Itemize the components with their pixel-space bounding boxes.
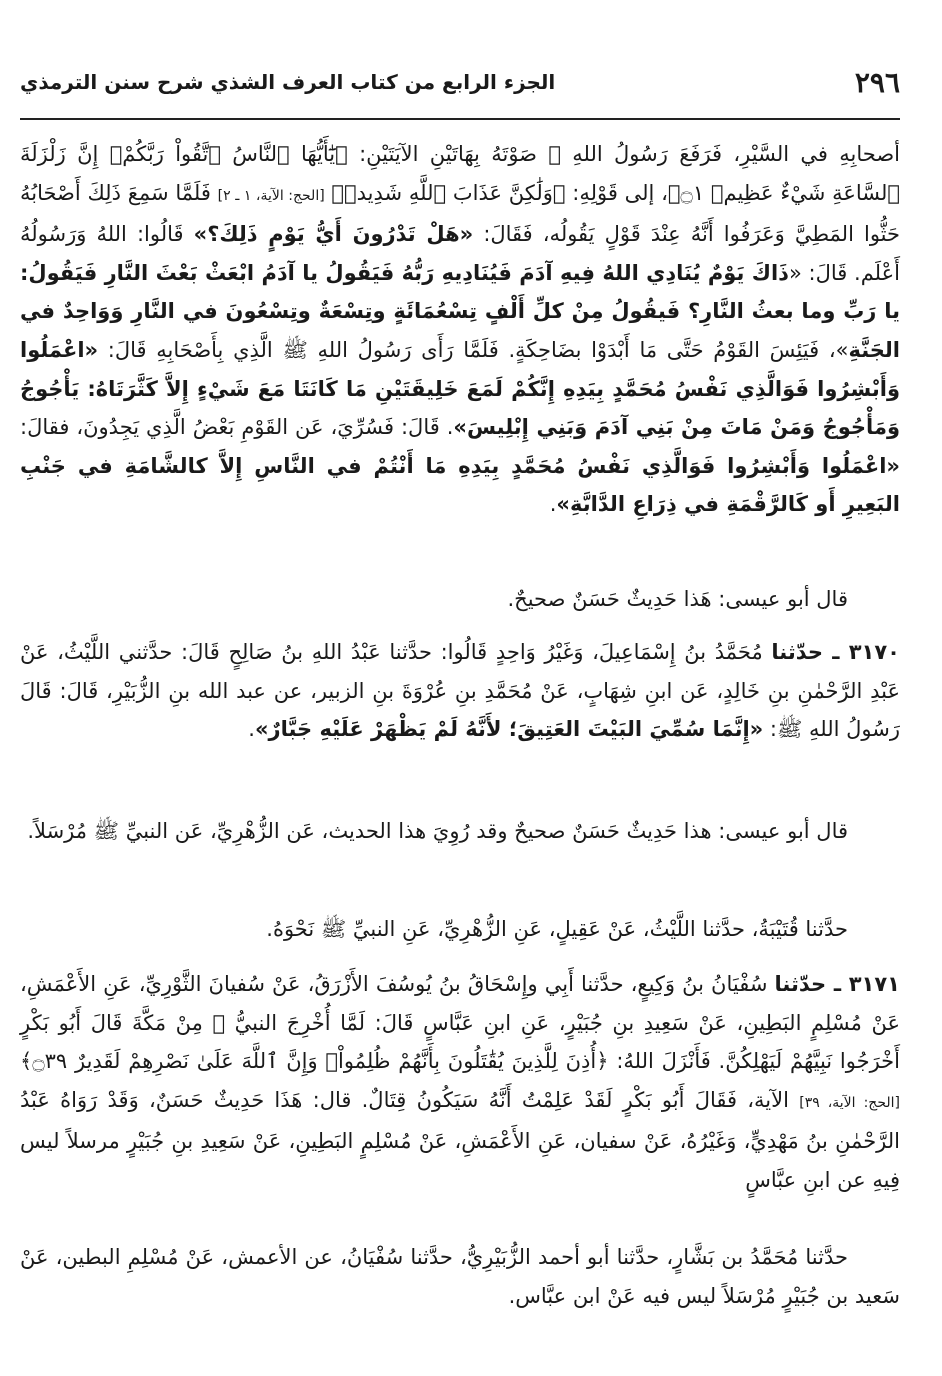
paragraph-7: حدَّثنا مُحَمَّدُ بن بَشَّارٍ، حدَّثنا أبو أحمد الزُّبَيْرِيُّ، حدَّثنا سُفْيَانُ، عن الأعمش، عَنْ مُسْلِمِ البطين، عَنْ سَعيد بن جُبَيْرٍ مُرْسَلاً ليس فيه عَنْ ابن عبَّاس. — [20, 1245, 900, 1308]
text-run: الآية، فَقَالَ أَبُو بَكْرٍ لَقَدْ عَلِمْتُ أَنَّهُ سَيَكُونُ قِتَالٌ. قال: هَذَا حَدِيثٌ حَسَنٌ، وَقَدْ رَوَاهُ عَبْدُ الرَّحْمٰنِ بنُ مَهْدِيٍّ، وَغَيْرُهُ، عَنْ سفيان، عَنِ الأَعْمَشِ، عَنْ مُسْلِمٍ البَطِينِ، عَنْ سَعِيدِ بنِ جُبَيْرٍ مرسلاً ليس فِيهِ عن ابنِ عبَّاسٍ — [20, 1087, 900, 1192]
quran-reference: [الحج: الآية، ٣٩] — [799, 1094, 900, 1111]
paragraph-5: حدَّثنا قُتَيْبَةُ، حدَّثنا اللَّيْثُ، عَنْ عَقِيلٍ، عَنِ الزُّهْرِيِّ، عَنِ النبيِّ ﷺ نَحْوَهُ. — [266, 917, 848, 941]
hadith-quote: «اعْمَلُوا وَأَبْشِرُوا فَوَالَّذِي نَفْسُ مُحَمَّدٍ بِيَدِهِ مَا أَنْتُمْ في النَّاسِ إِلاَّ كالشَّامَةِ في جَنْبِ البَعِيرِ أَو كَالرَّقْمَةِ في ذِرَاعِ الدَّابَّةِ» — [20, 453, 900, 517]
quran-reference: [الحج: الآية، ١ ـ ٢] — [217, 187, 325, 204]
paragraph-1 — [20, 135, 900, 524]
text-run: . قَالَ: فَسُرِّيَ، عَن القَوْمِ بَعْضُ الَّذِي يَجِدُونَ، فقالَ: — [20, 415, 454, 440]
page-header — [20, 66, 900, 114]
paragraph-2-block — [20, 580, 900, 619]
paragraph-2: قال أبو عيسى: هَذا حَدِيثٌ حَسَنٌ صحيحٌ. — [507, 587, 848, 611]
running-title: الجزء الرابع من كتاب العرف الشذي شرح سنن الترمذي — [20, 70, 556, 94]
text-run: فَلَمَّا سَمِعَ ذَلِكَ أَصْحَابُهُ حَثُّوا المَطِيَّ وَعَرَفُوا أَنَّهُ عِنْدَ قَوْلٍ يَقُولُه، فَقَالَ: — [20, 180, 900, 247]
paragraph-6 — [20, 965, 900, 1200]
paragraph-1-block — [20, 135, 900, 524]
hadith-quote: «إِنَّمَا سُمِّيَ البَيْتَ العَتِيقَ؛ لأَنَّهُ لَمْ يَظْهَرْ عَلَيْهِ جَبَّارٌ» — [254, 717, 764, 742]
hadith-quote: «اعْمَلُوا وَأَبْشِرُوا فَوَالَّذِي نَفْسُ مُحَمَّدٍ بِيَدِهِ إِنَّكُمْ لَمَعَ خَلِيقَتَيْنِ مَا كَانَتَا مَعَ شَيْءٍ إِلاَّ كَثَّرَتَاهُ: يَأْجُوجُ وَمَأْجُوجُ وَمَنْ مَاتَ مِنْ بَنِي آدَمَ وَبَنِي إِبْلِيسَ» — [20, 337, 901, 440]
text-run: سُفْيَانُ بنُ وَكِيعٍ، حدَّثنا أَبِي وإِسْحَاقُ بنُ يُوسُفَ الأَزْرَقُ، عَنْ سُفيانَ الثَّوْرِيِّ، عَنِ الأَعْمَشِ، عَنْ مُسْلِمٍ البَطِينِ، عَنْ سَعِيدِ بنِ جُبَيْرٍ، عَنِ ابنِ عَبَّاسٍ قَالَ: لَمَّا أُخْرِجَ النبيُّ ﷺ مِنْ مَكَّةَ قَالَ أَبُو بَكْرٍ أَخْرَجُوا نَبِيَّهُمْ لَيَهْلِكُنَّ. فَأَنْزَلَ اللهُ: ﴿أُذِنَ لِلَّذِينَ يُقَٰتَلُونَ بِأَنَّهُمْ ظُلِمُواْۚ وَإِنَّ ٱللَّهَ عَلَىٰ نَصْرِهِمْ لَقَدِيرٌ ۝٣٩﴾ — [20, 972, 900, 1074]
text-run: قَالُوا: اللهُ وَرَسُولُهُ أَعْلَم. قَالَ: « — [20, 222, 901, 285]
hadith-number: ٣١٧١ ـ حدّثنا — [774, 972, 900, 996]
paragraph-7-block — [20, 1238, 900, 1315]
hadith-number: ٣١٧٠ ـ حدّثنا — [771, 640, 900, 664]
text-run: »، فَيَئِسَ القَوْمُ حَتَّى مَا أَبْدَوْا بضَاحِكَةٍ. فَلَمَّا رَأَى رَسُولُ اللهِ ﷺ الَّذِي بِأَصْحَابِهِ قَالَ: — [98, 337, 849, 362]
page-number: ٢٩٦ — [854, 66, 900, 99]
paragraph-6-block — [20, 965, 900, 1200]
paragraph-5-block — [20, 910, 900, 949]
paragraph-3-block — [20, 633, 900, 749]
text-run: مُحَمَّدُ بنُ إِسْمَاعِيلَ، وَغَيْرُ وَاحِدٍ قَالُوا: حدَّثنا عَبْدُ اللهِ بنُ صَالِحٍ قَالَ: حدَّثني اللَّيْثُ، عَنْ عَبْدِ الرَّحْمٰنِ بنِ خَالِدٍ، عَن ابنِ شِهَابٍ، عَنْ مُحَمَّدِ بنِ عُرْوَةَ بنِ الزبير، عن عبد الله بنِ الزُّبَيْرِ، قَالَ: قَالَ رَسُولُ اللهِ ﷺ: — [20, 640, 900, 742]
paragraph-3 — [20, 633, 900, 749]
text-run: أصحابِهِ في السَّيْرِ، فَرَفَعَ رَسُولُ اللهِ ﷺ صَوْتَهُ بِهَاتَيْنِ الآيَتَيْنِ: ﴿يَٰٓأَيُّهَا ٱلنَّاسُ ٱتَّقُواْ رَبَّكُمْۚ إِنَّ زَلْزَلَةَ ٱلسَّاعَةِ شَيْءٌ عَظِيمٞ ۝١﴾، إلى قَوْلِهِ: ﴿وَلَٰكِنَّ عَذَابَ ٱللَّهِ شَدِيدٞ﴾ — [20, 142, 900, 205]
hadith-quote: ذَاكَ يَوْمٌ يُنَادِي اللهُ فِيهِ آدَمَ فَيُنَادِيهِ رَبُّهُ فَيَقُولُ يا آدَمُ ابْعَثْ بَعْثَ النَّارِ فَيَقُولُ: يا رَبِّ وما بعثُ النَّارِ؟ فَيقُولُ مِنْ كلِّ أَلْفٍ تِسْعُمَائَةٍ وتِسْعَةٌ وتِسْعُونَ في النَّارِ وَوَاحِدٌ في الجَنَّةِ — [20, 260, 900, 362]
text-run: . — [549, 492, 557, 517]
paragraph-4-block — [20, 812, 900, 851]
text-run: . — [248, 717, 255, 742]
header-rule — [20, 118, 900, 120]
hadith-quote: «هَلْ تَدْرُونَ أَيُّ يَوْمٍ ذَلِكَ؟» — [193, 222, 474, 247]
paragraph-4: قال أبو عيسى: هذا حَدِيثٌ حَسَنٌ صحيحٌ وقد رُوِيَ هذا الحديث، عَن الزُّهْرِيِّ، عَن النبيِّ ﷺ مُرْسَلاً. — [27, 819, 848, 843]
